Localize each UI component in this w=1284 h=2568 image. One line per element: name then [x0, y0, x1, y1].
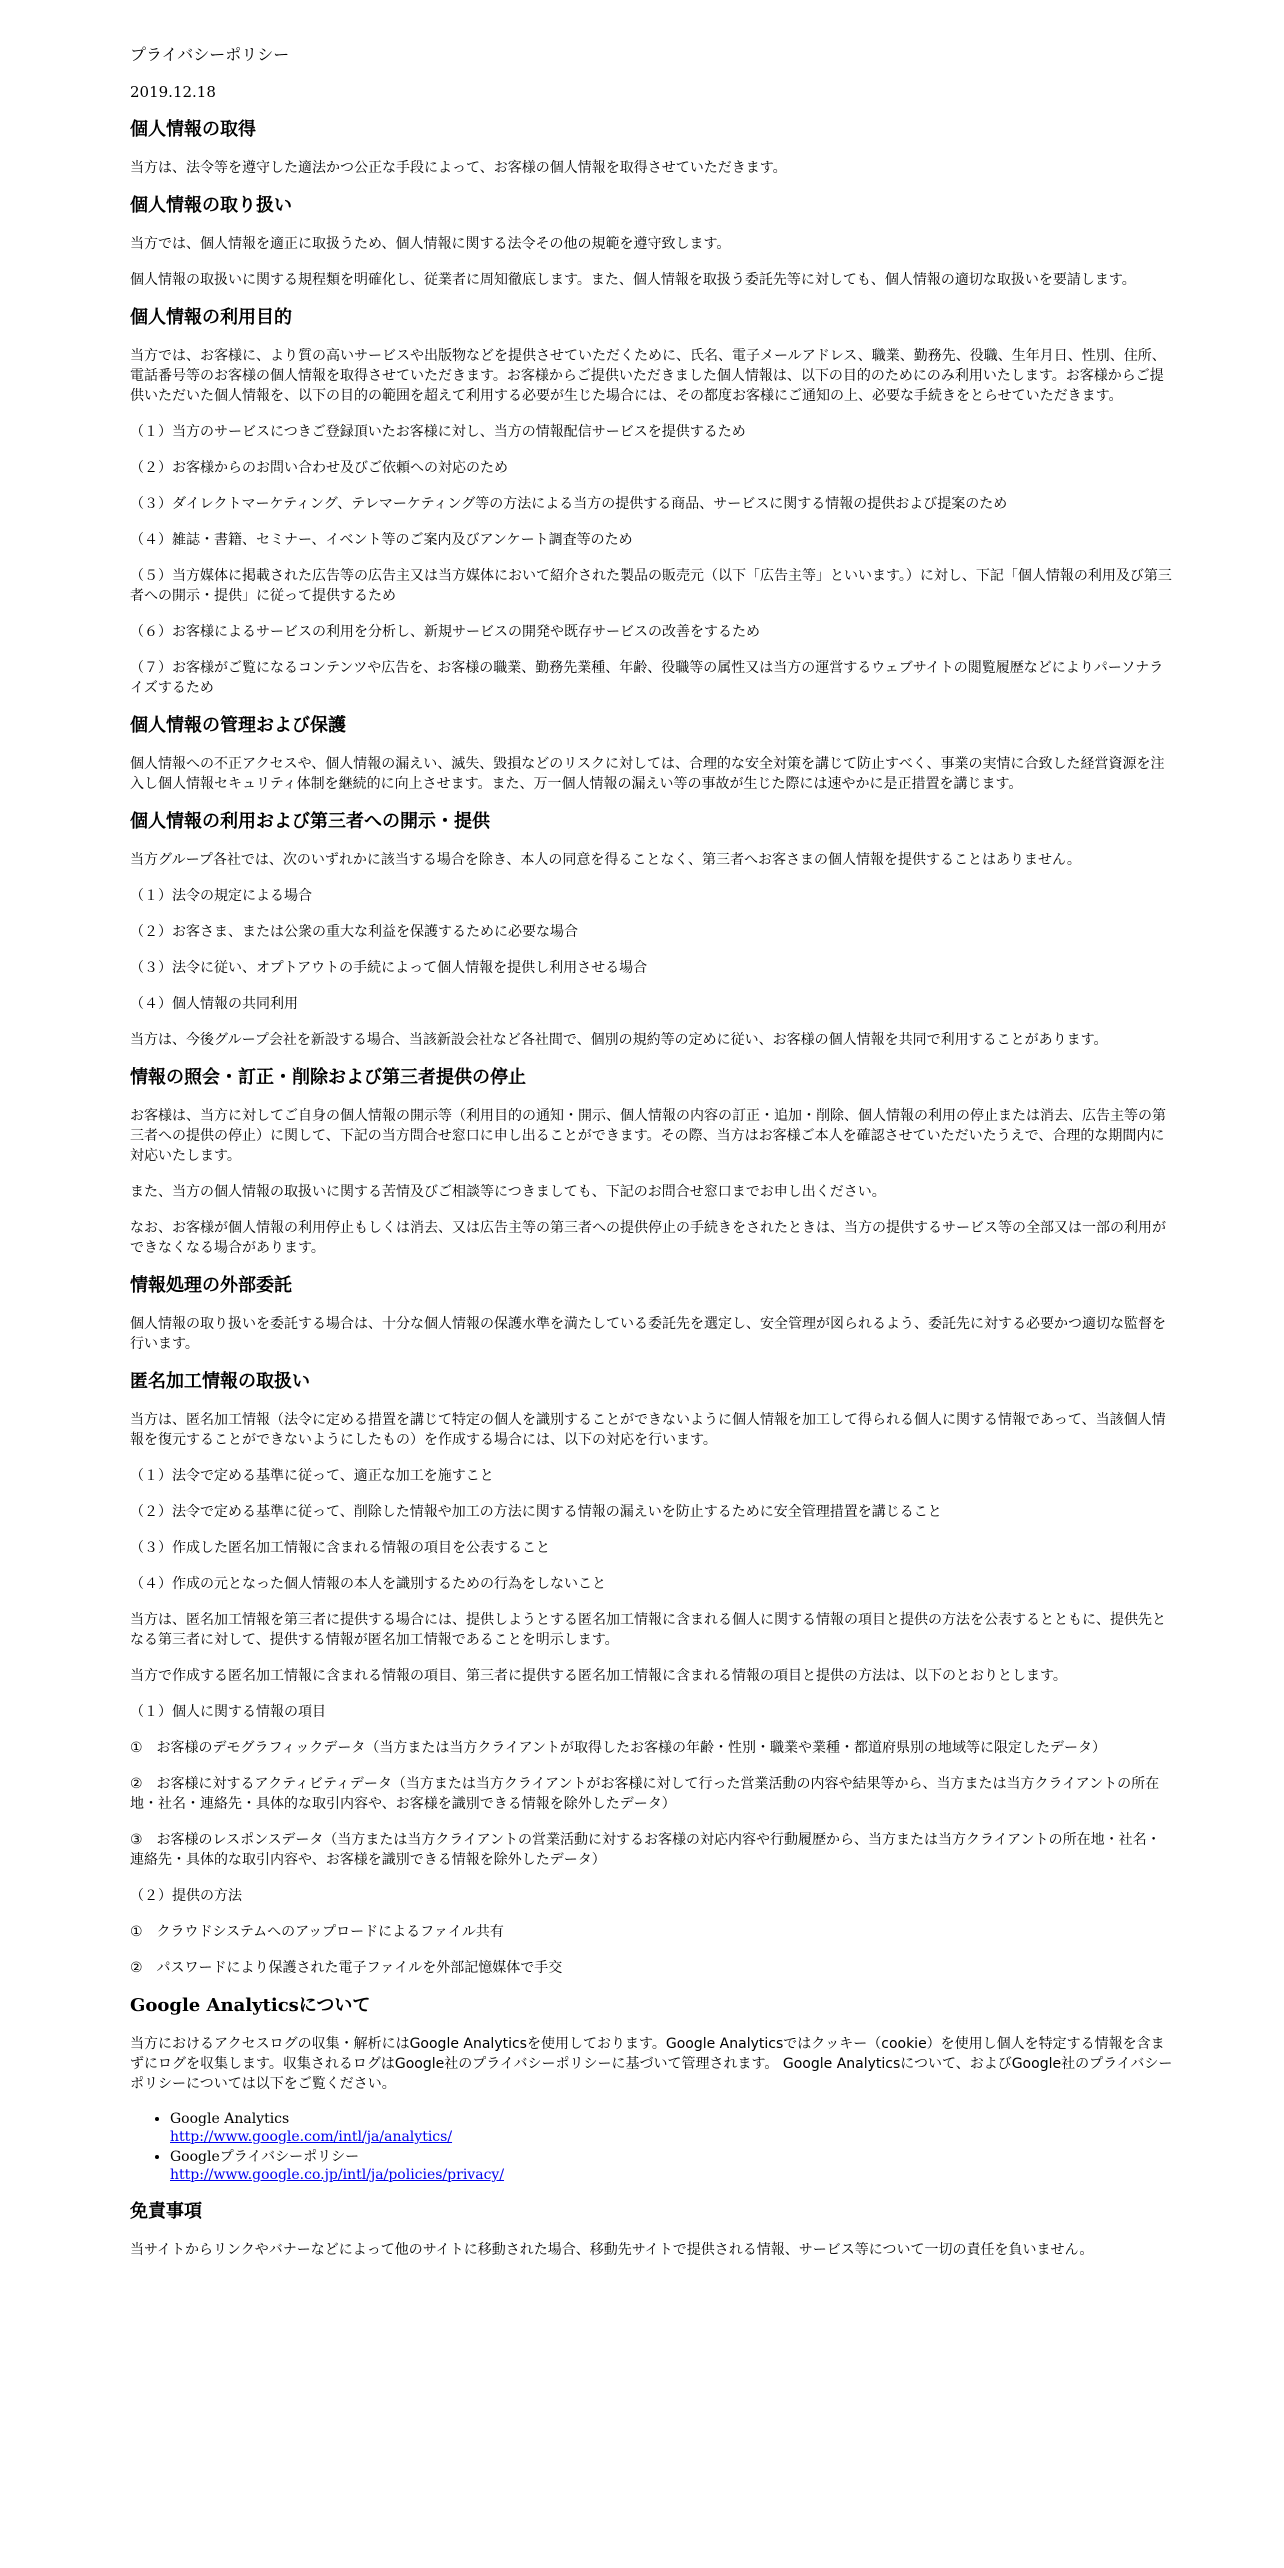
list-item: ② パスワードにより保護された電子ファイルを外部記憶媒体で手交	[130, 1960, 563, 1976]
paragraph: 個人情報の取扱いに関する規程類を明確化し、従業者に周知徹底します。また、個人情報を取扱う委託先等に対しても、個人情報の適切な取扱いを要請します。	[130, 272, 1136, 288]
list-item: ① クラウドシステムへのアップロードによるファイル共有	[130, 1924, 504, 1940]
list-item: （３）作成した匿名加工情報に含まれる情報の項目を公表すること	[130, 1540, 550, 1556]
section-heading: Google Analyticsについて	[130, 1995, 371, 2016]
section-heading: 情報の照会・訂正・削除および第三者提供の停止	[130, 1067, 526, 1088]
section-heading: 個人情報の取得	[130, 119, 256, 140]
paragraph: お客様は、当方に対してご自身の個人情報の開示等（利用目的の通知・開示、個人情報の内容の訂正・追加・削除、個人情報の利用の停止または消去、広告主等の第三者への提供の停止）に関して、下記の当方問合せ窓口に申し出ることができます。その際、当方はお客様ご本人を確認させていただいたうえで、合理的な期間内に対応いたします。	[130, 1108, 1166, 1164]
link-list	[130, 2110, 1174, 2184]
list-item: （５）当方媒体に掲載された広告等の広告主又は当方媒体において紹介された製品の販売元（以下「広告主等」といいます。）に対し、下記「個人情報の利用及び第三者への開示・提供」に従って提供するため	[130, 568, 1172, 604]
section-heading: 情報処理の外部委託	[130, 1275, 292, 1296]
section-heading: 匿名加工情報の取扱い	[130, 1371, 310, 1392]
section-heading: 個人情報の利用目的	[130, 307, 292, 328]
paragraph: なお、お客様が個人情報の利用停止もしくは消去、又は広告主等の第三者への提供停止の手続きをされたときは、当方の提供するサービス等の全部又は一部の利用ができなくなる場合があります。	[130, 1220, 1166, 1256]
list-item: （２）お客様からのお問い合わせ及びご依頼への対応のため	[130, 460, 508, 476]
paragraph: 個人情報への不正アクセスや、個人情報の漏えい、滅失、毀損などのリスクに対しては、合理的な安全対策を講じて防止すべく、事業の実情に合致した経営資源を注入し個人情報セキュリティ体制を継続的に向上させます。また、万一個人情報の漏えい等の事故が生じた際には速やかに是正措置を講じます。	[130, 756, 1165, 792]
link-list-item	[170, 2148, 1174, 2184]
section-heading: 個人情報の取り扱い	[130, 195, 292, 216]
list-item: （２）法令で定める基準に従って、削除した情報や加工の方法に関する情報の漏えいを防止するために安全管理措置を講じること	[130, 1504, 942, 1520]
list-item: （１）当方のサービスにつきご登録頂いたお客様に対し、当方の情報配信サービスを提供するため	[130, 424, 746, 440]
document-date: 2019.12.18	[130, 83, 216, 101]
section-disclaimer	[130, 2200, 1174, 2260]
document-title: プライバシーポリシー	[130, 45, 290, 64]
google-privacy-link[interactable]: http://www.google.co.jp/intl/ja/policies/privacy/	[170, 2167, 505, 2183]
section-google-analytics	[130, 1994, 1174, 2184]
list-item: （３）法令に従い、オプトアウトの手続によって個人情報を提供し利用させる場合	[130, 960, 648, 976]
link-list-item	[170, 2110, 1174, 2146]
section-inquiry	[130, 1066, 1174, 1258]
list-item: （１）個人に関する情報の項目	[130, 1704, 326, 1720]
section-heading: 個人情報の管理および保護	[130, 715, 346, 736]
section-acquisition	[130, 118, 1174, 178]
list-item: （３）ダイレクトマーケティング、テレマーケティング等の方法による当方の提供する商品、サービスに関する情報の提供および提案のため	[130, 496, 1008, 512]
list-item: （４）雑誌・書籍、セミナー、イベント等のご案内及びアンケート調査等のため	[130, 532, 633, 548]
section-anonymized	[130, 1370, 1174, 1978]
section-heading: 個人情報の利用および第三者への開示・提供	[130, 811, 490, 832]
list-item: （１）法令で定める基準に従って、適正な加工を施すこと	[130, 1468, 494, 1484]
paragraph: 当方におけるアクセスログの収集・解析にはGoogle Analyticsを使用しております。Google Analyticsではクッキー（cookie）を使用し個人を特定する情報を含まずにログを収集します。収集されるログはGoogle社のプライバシーポリシーに基づいて管理されます。 Google Analyticsについて、およびGoogle社のプライバシーポリシーについては以下をご覧ください。	[130, 2036, 1173, 2092]
list-item: （１）法令の規定による場合	[130, 888, 312, 904]
list-item: （７）お客様がご覧になるコンテンツや広告を、お客様の職業、勤務先業種、年齢、役職等の属性又は当方の運営するウェブサイトの閲覧履歴などによりパーソナライズするため	[130, 660, 1164, 696]
paragraph: 当サイトからリンクやバナーなどによって他のサイトに移動された場合、移動先サイトで提供される情報、サービス等について一切の責任を負いません。	[130, 2242, 1094, 2258]
section-protection	[130, 714, 1174, 794]
paragraph: 当方は、匿名加工情報（法令に定める措置を講じて特定の個人を識別することができないように個人情報を加工して得られる個人に関する情報であって、当該個人情報を復元することができないようにしたもの）を作成する場合には、以下の対応を行います。	[130, 1412, 1166, 1448]
list-item: （４）作成の元となった個人情報の本人を識別するための行為をしないこと	[130, 1576, 606, 1592]
link-title: Google Analytics	[170, 2111, 290, 2127]
list-item: （６）お客様によるサービスの利用を分析し、新規サービスの開発や既存サービスの改善をするため	[130, 624, 760, 640]
paragraph: 当方は、今後グループ会社を新設する場合、当該新設会社など各社間で、個別の規約等の定めに従い、お客様の個人情報を共同で利用することがあります。	[130, 1032, 1108, 1048]
section-handling	[130, 194, 1174, 290]
paragraph: 当方は、法令等を遵守した適法かつ公正な手段によって、お客様の個人情報を取得させていただきます。	[130, 160, 787, 176]
section-outsourcing	[130, 1274, 1174, 1354]
section-purpose	[130, 306, 1174, 698]
link-title: Googleプライバシーポリシー	[170, 2149, 360, 2165]
paragraph: 当方では、お客様に、より質の高いサービスや出版物などを提供させていただくために、氏名、電子メールアドレス、職業、勤務先、役職、生年月日、性別、住所、電話番号等のお客様の個人情報を取得させていただきます。お客様からご提供いただきました個人情報は、以下の目的のためにのみ利用いたします。お客様からご提供いただいた個人情報を、以下の目的の範囲を超えて利用する必要が生じた場合には、その都度お客様にご通知の上、必要な手続きをとらせていただきます。	[130, 348, 1166, 404]
list-item: （２）提供の方法	[130, 1888, 242, 1904]
section-heading: 免責事項	[130, 2201, 202, 2222]
google-analytics-link[interactable]: http://www.google.com/intl/ja/analytics/	[170, 2129, 453, 2145]
list-item: （４）個人情報の共同利用	[130, 996, 298, 1012]
list-item: ③ お客様のレスポンスデータ（当方または当方クライアントの営業活動に対するお客様の対応内容や行動履歴から、当方または当方クライアントの所在地・社名・連絡先・具体的な取引内容や、お客様を識別できる情報を除外したデータ）	[130, 1832, 1161, 1868]
list-item: （２）お客さま、または公衆の重大な利益を保護するために必要な場合	[130, 924, 578, 940]
paragraph: 当方グループ各社では、次のいずれかに該当する場合を除き、本人の同意を得ることなく、第三者へお客さまの個人情報を提供することはありません。	[130, 852, 1081, 868]
paragraph: 個人情報の取り扱いを委託する場合は、十分な個人情報の保護水準を満たしている委託先を選定し、安全管理が図られるよう、委託先に対する必要かつ適切な監督を行います。	[130, 1316, 1166, 1352]
paragraph: 当方で作成する匿名加工情報に含まれる情報の項目、第三者に提供する匿名加工情報に含まれる情報の項目と提供の方法は、以下のとおりとします。	[130, 1668, 1067, 1684]
paragraph: 当方では、個人情報を適正に取扱うため、個人情報に関する法令その他の規範を遵守致します。	[130, 236, 731, 252]
section-disclosure	[130, 810, 1174, 1050]
policy-content	[130, 44, 1174, 2276]
list-item: ① お客様のデモグラフィックデータ（当方または当方クライアントが取得したお客様の年齢・性別・職業や業種・都道府県別の地域等に限定したデータ）	[130, 1740, 1107, 1756]
paragraph: また、当方の個人情報の取扱いに関する苦情及びご相談等につきましても、下記のお問合せ窓口までお申し出ください。	[130, 1184, 886, 1200]
paragraph: 当方は、匿名加工情報を第三者に提供する場合には、提供しようとする匿名加工情報に含まれる個人に関する情報の項目と提供の方法を公表するとともに、提供先となる第三者に対して、提供する情報が匿名加工情報であることを明示します。	[130, 1612, 1166, 1648]
list-item: ② お客様に対するアクティビティデータ（当方または当方クライアントがお客様に対して行った営業活動の内容や結果等から、当方または当方クライアントの所在地・社名・連絡先・具体的な取引内容や、お客様を識別できる情報を除外したデータ）	[130, 1776, 1160, 1812]
